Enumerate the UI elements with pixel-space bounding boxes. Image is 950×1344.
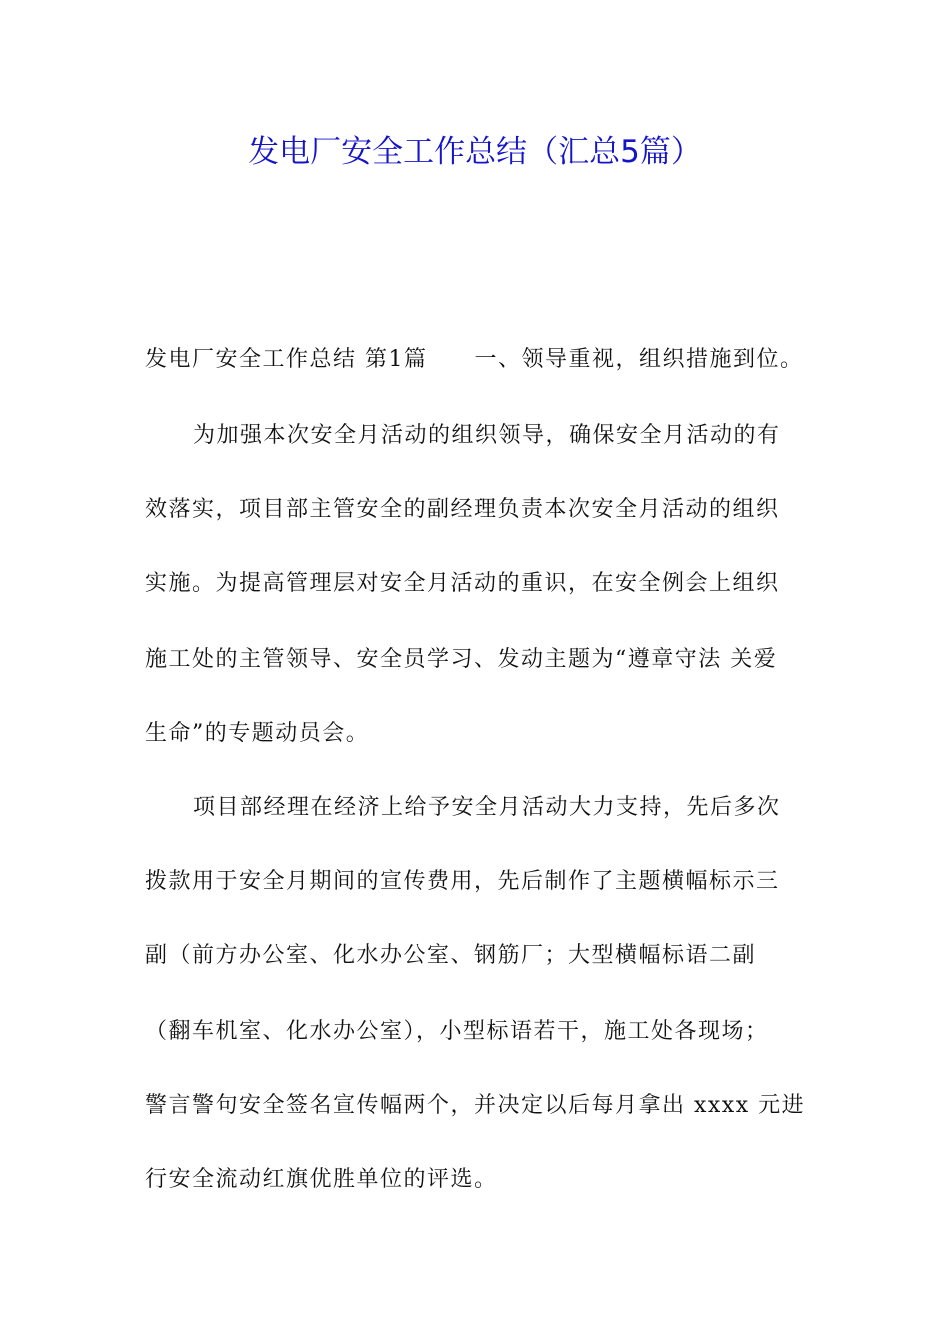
body-line: 施工处的主管领导、安全员学习、发动主题为“遵章守法 关爱 [145, 647, 778, 672]
body-line: 拨款用于安全月期间的宣传费用，先后制作了主题横幅标示三 [145, 869, 780, 894]
body-line: 生命”的专题动员会。 [145, 721, 370, 746]
body-line: 效落实，项目部主管安全的副经理负责本次安全月活动的组织 [145, 497, 780, 522]
body-line: （翻车机室、化水办公室），小型标语若干，施工处各现场； [145, 1019, 769, 1044]
body-line: 副（前方办公室、化水办公室、钢筋厂；大型横幅标语二副 [145, 943, 757, 968]
body-line: 发电厂安全工作总结 第1篇 一、领导重视，组织措施到位。 [145, 347, 804, 372]
body-line: 为加强本次安全月活动的组织领导，确保安全月活动的有 [193, 423, 781, 448]
body-line: 项目部经理在经济上给予安全月活动大力支持，先后多次 [193, 795, 781, 820]
document-title: 发电厂安全工作总结（汇总5篇） [248, 134, 702, 170]
body-line: 实施。为提高管理层对安全月活动的重识，在安全例会上组织 [145, 571, 780, 596]
body-line: 警言警句安全签名宣传幅两个，并决定以后每月拿出 xxxx 元进 [145, 1093, 806, 1118]
body-line: 行安全流动红旗优胜单位的评选。 [145, 1167, 498, 1192]
document-body [145, 0, 815, 1344]
